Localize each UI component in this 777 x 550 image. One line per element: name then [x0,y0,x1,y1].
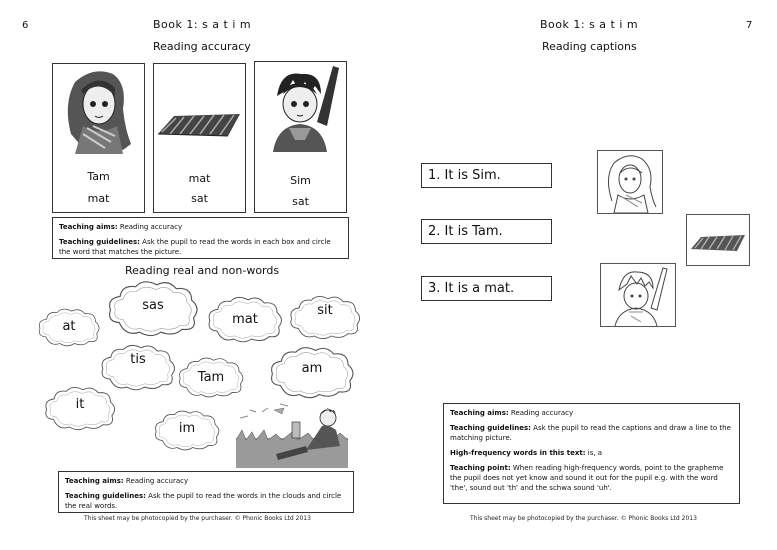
cloud-word: Tam [197,370,225,385]
cloud-word: mat [232,312,258,327]
teaching-aims-text: Reading accuracy [119,223,183,231]
book-title-left: Book 1: s a t i m [153,18,252,31]
picture-card-3 [254,61,347,213]
cloud-word: it [75,397,85,412]
teaching-aims-label: Teaching aims: [65,477,124,485]
cloud-at[interactable] [36,302,102,352]
teaching-aims-text: Reading accuracy [125,477,189,485]
cloud-tam[interactable] [176,352,246,402]
cloud-it[interactable] [42,383,118,433]
footer-left: This sheet may be photocopied by the purchaser. © Phonic Books Ltd 2013 [84,515,311,522]
cloud-word: at [62,319,76,334]
teaching-box-captions [443,403,740,504]
girl-illustration-icon [53,64,144,154]
teaching-guidelines-text: Ask the pupil to read the captions and draw a line to the matching picture. [450,424,731,442]
caption-1[interactable]: 1. It is Sim. [421,163,552,188]
teaching-guidelines-text: Ask the pupil to read the words in the clouds and circle the real words. [65,492,342,510]
boy-outline-icon [601,264,675,326]
caption-2[interactable]: 2. It is Tam. [421,219,552,244]
cloud-word: sit [317,303,333,318]
teaching-box-accuracy [52,217,349,259]
mat-illustration-icon [154,64,245,154]
card-3-word-1: Sim [290,174,311,187]
boy-reading-illustration-icon [236,400,348,468]
teaching-aims-label: Teaching aims: [59,223,118,231]
cloud-word: sas [142,298,164,313]
girl-outline-icon [598,151,662,213]
teaching-guidelines-label: Teaching guidelines: [450,424,531,432]
section-title-real-non-words: Reading real and non-words [125,264,280,277]
caption-3[interactable]: 3. It is a mat. [421,276,552,301]
girl-picture[interactable] [597,150,663,214]
book-title-right: Book 1: s a t i m [540,18,639,31]
footer-right: This sheet may be photocopied by the purchaser. © Phonic Books Ltd 2013 [470,515,697,522]
card-3-word-2: sat [292,195,309,208]
mat-picture[interactable] [686,214,750,266]
cloud-sas[interactable] [103,279,203,337]
page-number-right: 7 [746,20,753,31]
page-number-left: 6 [22,20,29,31]
high-frequency-label: High-frequency words in this text: [450,449,586,457]
cloud-sit[interactable] [287,292,363,342]
card-2-word-1: mat [188,172,211,185]
picture-card-2 [153,63,246,213]
cloud-im[interactable] [152,404,222,456]
cloud-word: im [178,421,196,436]
cloud-word: am [301,361,323,376]
cloud-mat[interactable] [205,292,285,346]
section-title-reading-accuracy: Reading accuracy [153,40,251,53]
card-1-word-2: mat [87,192,110,205]
card-2-word-2: sat [191,192,208,205]
teaching-guidelines-label: Teaching guidelines: [59,238,140,246]
section-title-reading-captions: Reading captions [542,40,637,53]
high-frequency-text: is, a [587,449,603,457]
boy-illustration-icon [255,62,346,152]
card-1-word-1: Tam [87,170,110,183]
picture-card-1 [52,63,145,213]
mat-outline-icon [687,215,749,265]
teaching-guidelines-label: Teaching guidelines: [65,492,146,500]
boy-picture[interactable] [600,263,676,327]
teaching-aims-text: Reading accuracy [510,409,574,417]
teaching-guidelines-text: Ask the pupil to read the words in each box and circle the word that matches the picture. [59,238,331,256]
teaching-point-label: Teaching point: [450,464,511,472]
teaching-point-text: When reading high-frequency words, point to the grapheme the pupil does not yet know and sound it out for the pupil e.g. with the word 'the', sound out 'th' and the schwa sound 'uh'. [450,464,724,492]
teaching-aims-label: Teaching aims: [450,409,509,417]
cloud-word: tis [130,352,146,367]
cloud-am[interactable] [267,344,357,400]
teaching-box-real-words [58,471,354,513]
